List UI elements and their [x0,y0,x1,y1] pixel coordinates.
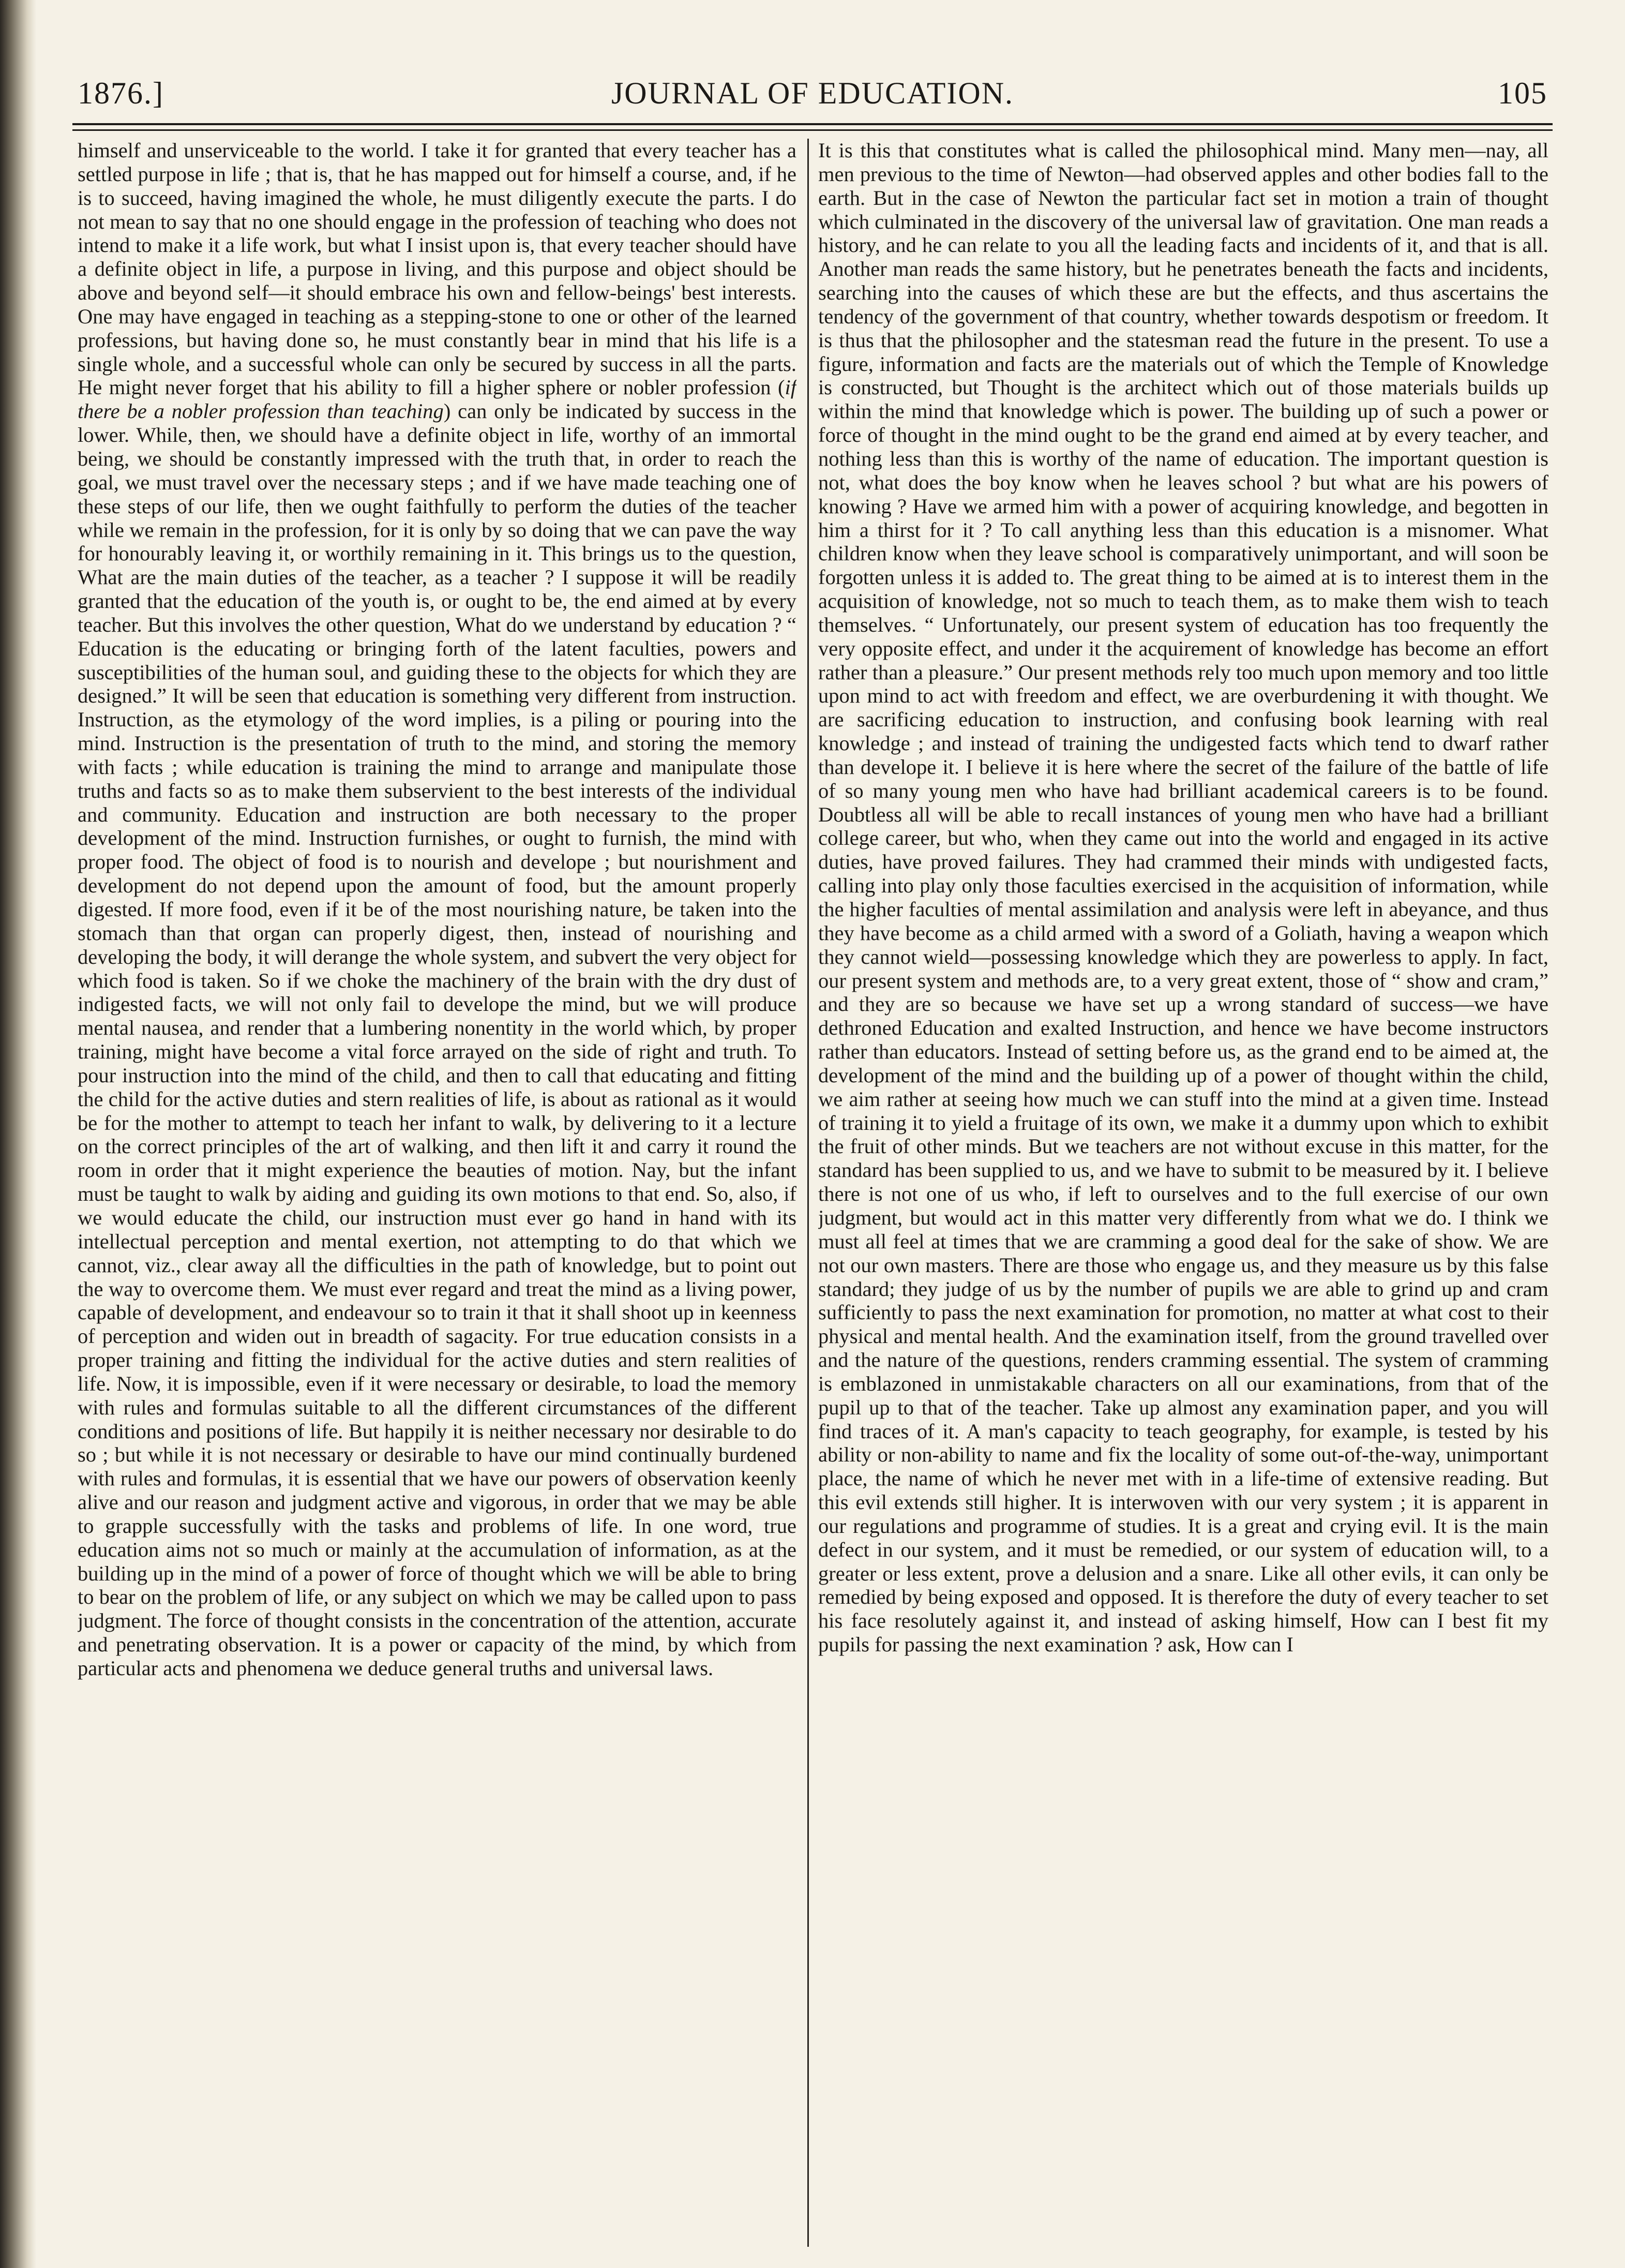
header-rule-top [72,123,1553,125]
header-rule-bottom [72,129,1553,131]
header-page-number: 105 [1498,76,1547,110]
binding-shadow [0,0,36,2268]
header-journal-title: JOURNAL OF EDUCATION. [611,76,1014,110]
left-column-paragraph [78,139,796,1680]
right-column [818,139,1548,2249]
header-year: 1876.] [78,76,164,110]
right-column-paragraph: It is this that constitutes what is called the philosophical mind. Many men—nay, all men previous to the time of Newton—had observed apples and other bodies fall to the earth. But in the case of Newton the particular fact set in motion a train of thought which culminated in the discovery of the universal law of gravitation. One man reads a history, and he can relate to you all the leading facts and incidents of it, and that is all. Another man reads the same history, but he penetrates beneath the facts and incidents, searching into the causes of which these are but the effects, and thus ascertains the tendency of the government of that country, whether towards despotism or freedom. It is thus that the philosopher and the statesman read the future in the present. To use a figure, information and facts are the materials out of which the Temple of Knowledge is constructed, but Thought is the architect which out of those materials builds up within the mind that knowledge which is power. The building up of such a power or force of thought in the mind ought to be the grand end aimed at by every teacher, and nothing less than this is worthy of the name of education. The important question is not, what does the boy know when he leaves school ? but what are his powers of knowing ? Have we armed him with a power of acquiring knowledge, and begotten in him a thirst for it ? To call anything less than this education is a misnomer. What children know when they leave school is comparatively unimportant, and will soon be forgotten unless it is added to. The great thing to be aimed at is to interest them in the acquisition of knowledge, not so much to teach them, as to make them wish to teach themselves. “ Unfortunately, our present system of education has too frequently the very opposite effect, and under it the acquirement of knowledge has become an effort rather than a pleasure.” Our present methods rely too much upon memory and too little upon mind to act with freedom and effect, we are overburdening it with thought. We are sacrificing education to instruction, and confusing book learning with real knowledge ; and instead of training the undigested facts which tend to dwarf rather than develope it. I believe it is here where the secret of the failure of the battle of life of so many young men who have had brilliant academical careers is to be found. Doubtless all will be able to recall instances of young men who have had a brilliant college career, but who, when they came out into the world and engaged in its active duties, have proved failures. They had crammed their minds with undigested facts, calling into play only those faculties exercised in the acquisition of information, while the higher faculties of mental assimilation and analysis were left in abeyance, and thus they have become as a child armed with a sword of a Goliath, having a weapon which they cannot wield—possessing knowledge which they are powerless to apply. In fact, our present system and methods are, to a very great extent, those of “ show and cram,” and they are so because we have set up a wrong standard of success—we have dethroned Education and exalted Instruction, and hence we have become instructors rather than educators. Instead of setting before us, as the grand end to be aimed at, the development of the mind and the building up of a power of thought within the child, we aim rather at seeing how much we can stuff into the mind at a given time. Instead of training it to yield a fruitage of its own, we make it a dummy upon which to exhibit the fruit of other minds. But we teachers are not without excuse in this matter, for the standard has been supplied to us, and we have to submit to be measured by it. I believe there is not one of us who, if left to ourselves and to the full exercise of our own judgment, but would act in this matter very differently from what we do. I think we must all feel at times that we are cramming a good deal for the sake of show. We are not our own masters. There are those who engage us, and they measure us by this false standard; they judge of us by the number of pupils we are able to grind up and cram sufficiently to pass the next examination for promotion, no matter at what cost to their physical and mental health. And the examination itself, from the ground travelled over and the nature of the questions, renders cramming essential. The system of cramming is emblazoned in unmistakable characters on all our examinations, from that of the pupil up to that of the teacher. Take up almost any examination paper, and you will find traces of it. A man's capacity to teach geography, for example, is tested by his ability or non-ability to name and fix the locality of some out-of-the-way, unimportant place, the name of which he never met with in a life-time of extensive reading. But this evil extends still higher. It is interwoven with our very system ; it is apparent in our regulations and programme of studies. It is a great and crying evil. It is the main defect in our system, and it must be remedied, or our system of education will, to a greater or less extent, prove a delusion and a snare. Like all other evils, it can only be remedied by being exposed and opposed. It is therefore the duty of every teacher to set his face resolutely against it, and instead of asking himself, How can I best fit my pupils for passing the next examination ? ask, How can I [818,139,1548,1657]
left-column [78,139,796,2249]
left-text-part-2: ) can only be indicated by success in the lower. While, then, we should have a definite object in life, worthy of an immortal being, we should be constantly impressed with the truth that, in order to reach the goal, we must travel over the necessary steps ; and if we have made teaching one of these steps of our life, then we ought faithfully to perform the duties of the teacher while we remain in the profession, for it is only by so doing that we can pave the way for honourably leaving it, or worthily remaining in it. This brings us to the question, What are the main duties of the teacher, as a teacher ? I suppose it will be readily granted that the education of the youth is, or ought to be, the end aimed at by every teacher. But this involves the other question, What do we understand by education ? “ Education is the educating or bringing forth of the latent faculties, powers and susceptibilities of the human soul, and guiding these to the objects for which they are designed.” It will be seen that education is something very different from instruction. Instruction, as the etymology of the word implies, is a piling or pouring into the mind. Instruction is the presentation of truth to the mind, and storing the memory with facts ; while education is training the mind to arrange and manipulate those truths and facts so as to make them subservient to the best interests of the individual and community. Education and instruction are both necessary to the proper development of the mind. Instruction furnishes, or ought to furnish, the mind with proper food. The object of food is to nourish and develope ; but nourishment and development do not depend upon the amount of food, but the amount properly digested. If more food, even if it be of the most nourishing nature, be taken into the stomach than that organ can properly digest, then, instead of nourishing and developing the body, it will derange the whole system, and subvert the very object for which food is taken. So if we choke the machinery of the brain with the dry dust of indigested facts, we will not only fail to develope the mind, but we will produce mental nausea, and render that a lumbering nonentity in the world which, by proper training, might have become a vital force arrayed on the side of right and truth. To pour instruction into the mind of the child, and then to call that educating and fitting the child for the active duties and stern realities of life, is about as rational as it would be for the mother to attempt to teach her infant to walk, by delivering to it a lecture on the correct principles of the art of walking, and then lift it and carry it round the room in order that it might experience the beauties of motion. Nay, but the infant must be taught to walk by aiding and guiding its own motions to that end. So, also, if we would educate the child, our instruction must ever go hand in hand with its intellectual perception and mental exertion, not attempting to do that which we cannot, viz., clear away all the difficulties in the path of knowledge, but to point out the way to overcome them. We must ever regard and treat the mind as a living power, capable of development, and endeavour so to train it that it shall shoot up in keenness of perception and widen out in breadth of sagacity. For true education consists in a proper training and fitting the individual for the active duties and stern realities of life. Now, it is impossible, even if it were necessary or desirable, to load the memory with rules and formulas suitable to all the different circumstances of the different conditions and positions of life. But happily it is neither necessary nor desirable to do so ; but while it is not necessary or desirable to have our mind continually burdened with rules and formulas, it is essential that we have our powers of observation keenly alive and our reason and judgment active and vigorous, in order that we may be able to grapple successfully with the tasks and problems of life. In one word, true education aims not so much or mainly at the accumulation of information, as at the building up in the mind of a power of force of thought which we will be able to bring to bear on the problem of life, or any subject on which we may be called upon to pass judgment. The force of thought consists in the concentration of the attention, accurate and penetrating observation. It is a power or capacity of the mind, by which from particular acts and phenomena we deduce general truths and universal laws. [78,399,796,1680]
running-header [78,65,1547,122]
column-divider [807,139,809,2247]
left-text-part-1: himself and unserviceable to the world. I take it for granted that every teacher has a settled purpose in life ; that is, that he has mapped out for himself a course, and, if he is to succeed, having imagined the whole, he must diligently execute the parts. I do not mean to say that no one should engage in the profession of teaching who does not intend to make it a life work, but what I insist upon is, that every teacher should have a definite object in life, a purpose in living, and this purpose and object should be above and beyond self—it should embrace his own and fellow-beings' best interests. One may have engaged in teaching as a stepping-stone to one or other of the learned professions, but having done so, he must constantly bear in mind that his life is a single whole, and a successful whole can only be secured by success in all the parts. He might never forget that his ability to fill a higher sphere or nobler profession ( [78,139,796,399]
left-text-italic: if there be a nobler profession than teaching [78,376,796,423]
